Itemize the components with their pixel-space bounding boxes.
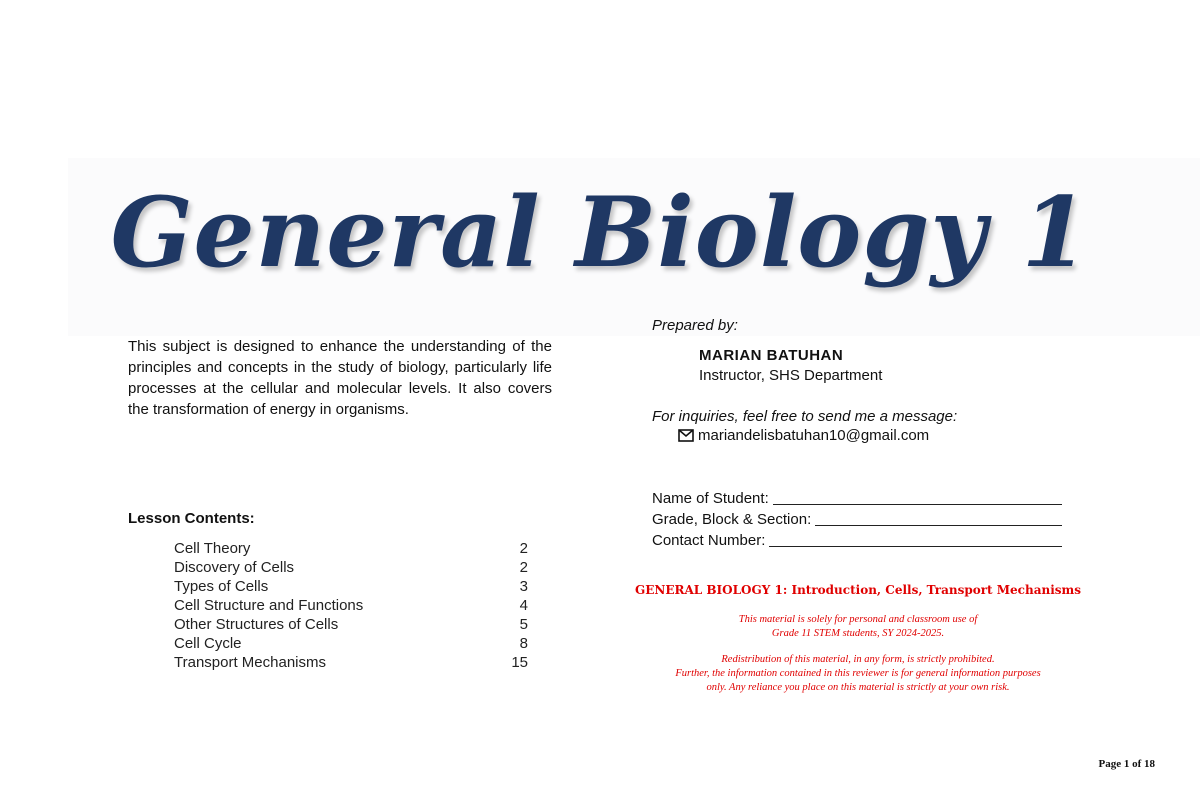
bullet-icon (148, 539, 174, 558)
lesson-name: Cell Structure and Functions (174, 597, 364, 614)
lesson-page: 5 (519, 616, 528, 633)
student-name-label: Name of Student: (652, 490, 769, 507)
lesson-page: 4 (519, 597, 528, 614)
email-address: mariandelisbatuhan10@gmail.com (698, 427, 930, 444)
author-name: MARIAN BATUHAN (699, 347, 844, 364)
lesson-contents-heading: Lesson Contents: (128, 510, 255, 527)
disclaimer-line: Further, the information contained in this reviewer is for general information purposes (675, 668, 1041, 679)
bullet-icon (148, 653, 174, 672)
bullet-icon (148, 577, 174, 596)
list-item (148, 653, 528, 672)
list-item (148, 558, 528, 577)
list-item (148, 615, 528, 634)
lesson-page: 8 (519, 635, 528, 652)
contact-number-label: Contact Number: (652, 532, 766, 549)
lesson-name: Cell Cycle (174, 635, 242, 652)
course-subtitle: GENERAL BIOLOGY 1: Introduction, Cells, Transport Mechanisms (635, 583, 1081, 597)
bullet-icon (148, 558, 174, 577)
subject-description: This subject is designed to enhance the understanding of the principles and concepts in the study of biology, particularly life processes at the cellular and molecular levels. It also covers the transformation of energy in organisms. (128, 338, 552, 418)
lesson-page: 15 (511, 654, 528, 671)
usage-note (612, 613, 1104, 641)
bullet-icon (148, 634, 174, 653)
list-item (148, 634, 528, 653)
envelope-icon (678, 429, 694, 442)
lesson-list (148, 539, 528, 672)
inquiry-label: For inquiries, feel free to send me a message: (652, 408, 958, 425)
student-name-field (773, 504, 1062, 505)
author-role: Instructor, SHS Department (699, 367, 883, 384)
lesson-name: Other Structures of Cells (174, 616, 339, 633)
lesson-name: Discovery of Cells (174, 559, 295, 576)
usage-note-line: This material is solely for personal and classroom use of (738, 614, 978, 625)
bullet-icon (148, 615, 174, 634)
list-item (148, 539, 528, 558)
lesson-page: 3 (519, 578, 528, 595)
lesson-page: 2 (519, 559, 528, 576)
lesson-name: Transport Mechanisms (174, 654, 326, 671)
email-row (678, 427, 929, 444)
lesson-name: Types of Cells (174, 578, 269, 595)
student-info-form (652, 488, 1062, 551)
page-number: Page 1 of 18 (1098, 758, 1155, 770)
lesson-name: Cell Theory (174, 540, 251, 557)
disclaimer-line: Redistribution of this material, in any form, is strictly prohibited. (721, 654, 995, 665)
list-item (148, 596, 528, 615)
grade-section-field (815, 525, 1062, 526)
disclaimer-line: only. Any reliance you place on this material is strictly at your own risk. (706, 682, 1010, 693)
usage-note-line: Grade 11 STEM students, SY 2024-2025. (771, 628, 945, 639)
prepared-by-label: Prepared by: (652, 317, 738, 334)
disclaimer-note (612, 653, 1104, 695)
page-title: General Biology 1 (110, 176, 1090, 289)
grade-section-label: Grade, Block & Section: (652, 511, 812, 528)
contact-number-field (769, 546, 1062, 547)
bullet-icon (148, 596, 174, 615)
list-item (148, 577, 528, 596)
lesson-page: 2 (519, 540, 528, 557)
